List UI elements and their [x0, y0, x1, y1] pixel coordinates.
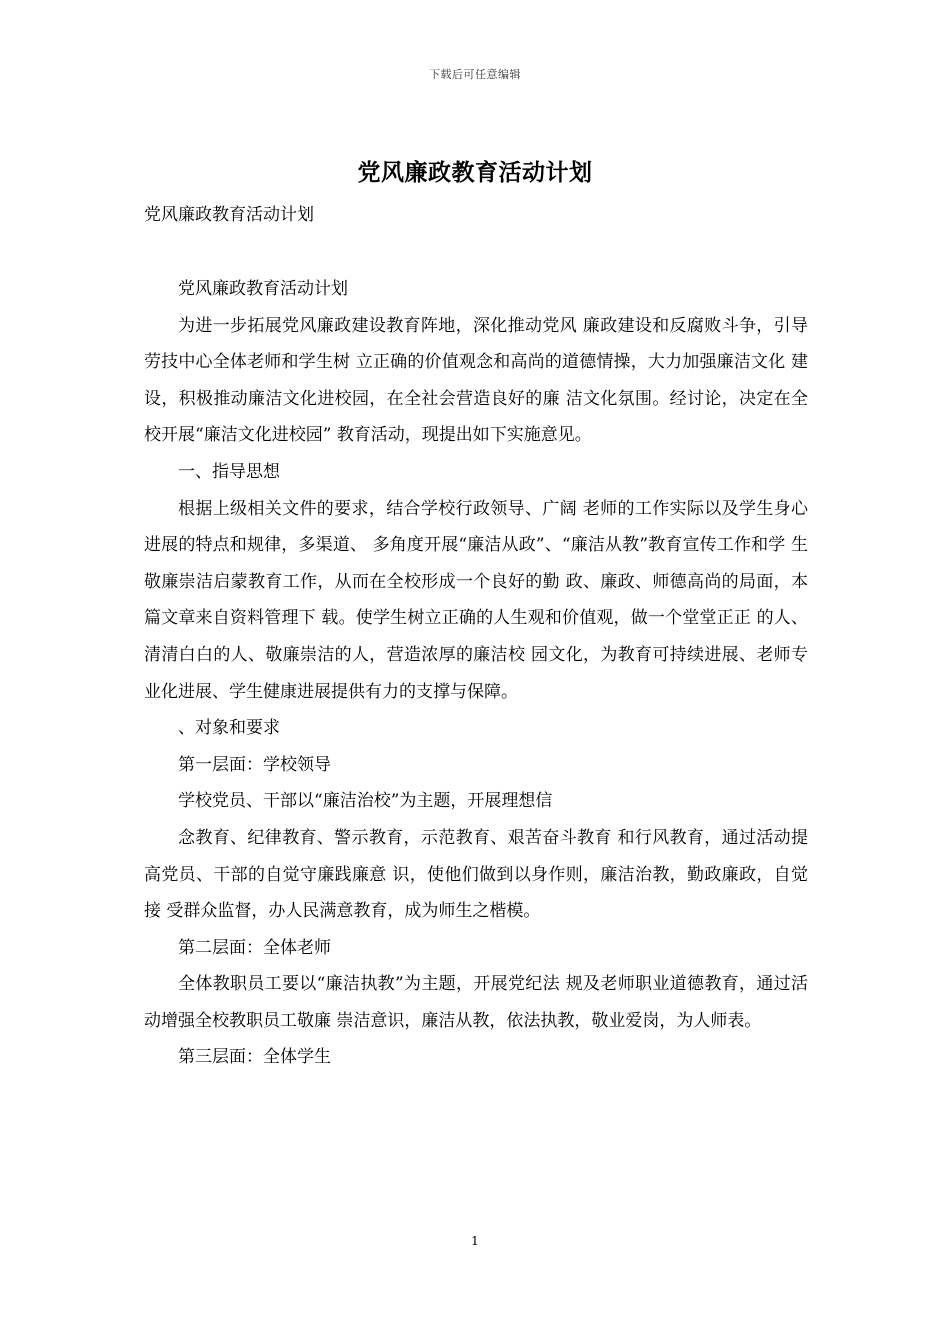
- paragraph-plan-title: 党风廉政教育活动计划: [178, 279, 348, 299]
- document-subtitle: 党风廉政教育活动计划: [144, 205, 314, 225]
- level-heading-school-leaders: 第一层面：学校领导: [178, 754, 331, 775]
- paragraph-intro: 为进一步拓展党风廉政建设教育阵地，深化推动党风 廉政建设和反腐败斗争，引导劳技中心全体老师和学生树 立正确的价值观念和高尚的道德情操，大力加强廉洁文化 建设，积极推动廉洁文化进校园，在全社会营造良好的廉 洁文化氛围。经讨论，决定在全校开展“廉洁文化进校园” 教育活动，现提出如下实施意见。: [144, 315, 808, 446]
- paragraph-teachers: 全体教职员工要以“廉洁执教”为主题，开展党纪法 规及老师职业道德教育，通过活动增强全校教职员工敬廉 崇洁意识，廉洁从教，依法执教，敬业爱岗，为人师表。: [144, 974, 808, 1031]
- level-heading-all-students: 第三层面：全体学生: [178, 1047, 331, 1068]
- document-body: [144, 271, 808, 1076]
- level-heading-all-teachers: 第二层面：全体老师: [178, 937, 331, 958]
- paragraph-guiding-ideology: 根据上级相关文件的要求，结合学校行政领导、广阔 老师的工作实际以及学生身心进展的特点和规律，多渠道、 多角度开展“廉洁从政”、“廉洁从教”教育宣传工作和学 生敬廉崇洁启蒙教育工作，从而在全校形成一个良好的勤 政、廉政、师德高尚的局面，本篇文章来自资料管理下 载。使学生树立正确的人生观和价值观，做一个堂堂正正 的人、清清白白的人、敬廉崇洁的人，营造浓厚的廉洁校 园文化，为教育可持续进展、老师专业化进展、学生健康进展提供有力的支撑与保障。: [144, 498, 808, 702]
- section-heading-guiding-ideology: 一、指导思想: [178, 461, 280, 482]
- header-note: 下载后可任意编辑: [429, 68, 521, 81]
- page-number: 1: [471, 1234, 479, 1248]
- paragraph-leaders-theme: 学校党员、干部以“廉洁治校”为主题，开展理想信: [178, 791, 553, 812]
- document-title: 党风廉政教育活动计划: [357, 159, 593, 186]
- paragraph-leaders-education: 念教育、纪律教育、警示教育，示范教育、艰苦奋斗教育 和行风教育，通过活动提高党员、干部的自觉守廉践廉意 识，使他们做到以身作则，廉洁治教，勤政廉政，自觉接 受群众监督，办人民满意教育，成为师生之楷模。: [144, 827, 808, 922]
- section-heading-objects-requirements: 、对象和要求: [178, 718, 280, 739]
